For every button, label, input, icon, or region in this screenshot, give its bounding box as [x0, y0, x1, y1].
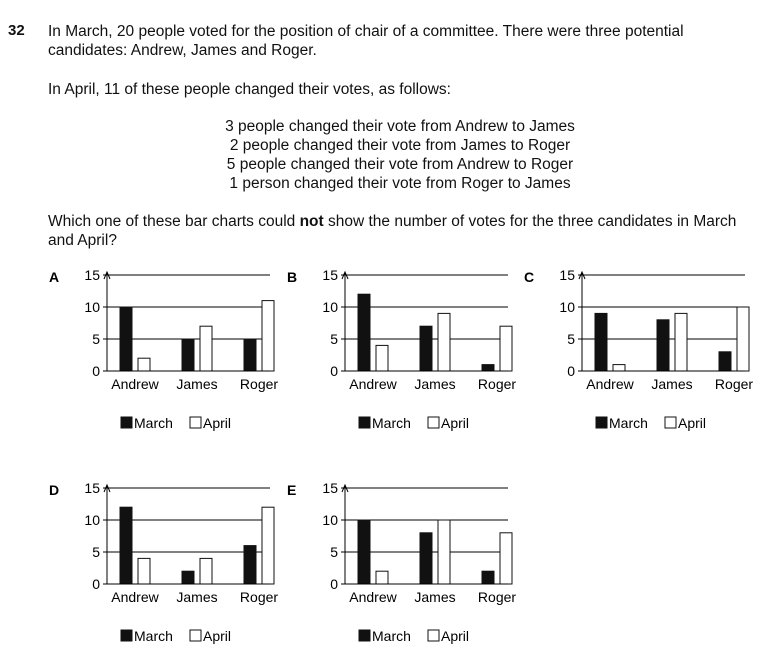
legend-swatch-april	[665, 417, 676, 428]
x-tick-label: Andrew	[349, 376, 397, 392]
y-tick-label: 10	[84, 512, 100, 528]
legend-swatch-april	[428, 630, 439, 641]
bar-march	[182, 571, 194, 584]
y-tick-label: 5	[92, 544, 100, 560]
bar-april	[613, 365, 625, 371]
y-tick-label: 15	[84, 267, 100, 283]
bar-april	[262, 301, 274, 371]
prompt-text-after: show the number of votes for the three candidates in March and April?	[48, 213, 737, 249]
y-tick-label: 10	[322, 512, 338, 528]
chart-option-d[interactable]	[45, 475, 279, 665]
april-intro: In April, 11 of these people changed their votes, as follows:	[48, 81, 451, 98]
bar-march	[482, 365, 494, 371]
y-tick-label: 0	[92, 363, 100, 379]
y-tick-label: 10	[322, 299, 338, 315]
x-tick-label: James	[176, 589, 218, 605]
bar-april	[200, 326, 212, 371]
vote-change-item: 1 person changed their vote from Roger to James	[229, 175, 571, 192]
y-tick-label: 0	[567, 363, 575, 379]
legend-swatch-april	[190, 417, 201, 428]
legend-swatch-march	[121, 630, 132, 641]
bar-april	[376, 571, 388, 584]
legend-label-march: March	[609, 415, 648, 431]
bar-april	[262, 507, 274, 584]
y-tick-label: 10	[84, 299, 100, 315]
bar-march	[120, 507, 132, 584]
chart-option-b[interactable]	[283, 262, 517, 452]
question-prompt	[48, 212, 748, 250]
bar-april	[138, 358, 150, 371]
legend-label-march: March	[134, 415, 173, 431]
bar-april	[438, 520, 450, 584]
y-tick-label: 5	[567, 331, 575, 347]
x-tick-label: James	[414, 589, 456, 605]
y-tick-label: 5	[330, 331, 338, 347]
legend-swatch-march	[596, 417, 607, 428]
legend-label-april: April	[203, 415, 232, 431]
bar-chart	[45, 475, 279, 665]
bar-april	[200, 558, 212, 584]
y-tick-label: 5	[92, 331, 100, 347]
x-tick-label: Roger	[477, 589, 517, 605]
y-tick-label: 15	[322, 480, 338, 496]
vote-changes-list	[200, 117, 600, 193]
y-tick-label: 0	[330, 576, 338, 592]
option-label: E	[287, 482, 297, 498]
y-tick-label: 10	[559, 299, 575, 315]
y-tick-label: 15	[322, 267, 338, 283]
x-tick-label: James	[414, 376, 456, 392]
bar-april	[500, 326, 512, 371]
chart-option-a[interactable]	[45, 262, 279, 452]
x-tick-label: Roger	[239, 376, 279, 392]
bar-march	[358, 294, 370, 371]
vote-change-item: 2 people changed their vote from James to Roger	[229, 137, 571, 154]
bar-chart	[283, 262, 517, 452]
legend-label-april: April	[203, 628, 232, 644]
bar-april	[500, 533, 512, 584]
bar-april	[438, 313, 450, 371]
x-tick-label: Roger	[477, 376, 517, 392]
legend-label-april: April	[441, 415, 470, 431]
legend-swatch-april	[428, 417, 439, 428]
legend-label-march: March	[372, 628, 411, 644]
bar-march	[244, 546, 256, 584]
bar-chart	[45, 262, 279, 452]
x-tick-label: Andrew	[349, 589, 397, 605]
bar-march	[420, 326, 432, 371]
y-tick-label: 15	[559, 267, 575, 283]
question-number: 32	[8, 22, 25, 39]
x-tick-label: James	[651, 376, 693, 392]
bar-april	[376, 345, 388, 371]
vote-change-item: 3 people changed their vote from Andrew to James	[225, 118, 575, 135]
option-label: A	[49, 269, 60, 285]
chart-option-e[interactable]	[283, 475, 517, 665]
bar-chart	[520, 262, 754, 452]
bar-april	[675, 313, 687, 371]
legend-swatch-march	[121, 417, 132, 428]
x-tick-label: Roger	[714, 376, 754, 392]
y-tick-label: 5	[330, 544, 338, 560]
bar-march	[595, 313, 607, 371]
legend-swatch-march	[359, 630, 370, 641]
y-tick-label: 15	[84, 480, 100, 496]
legend-label-april: April	[678, 415, 707, 431]
x-tick-label: Andrew	[586, 376, 634, 392]
legend-swatch-april	[190, 630, 201, 641]
bar-march	[182, 339, 194, 371]
x-tick-label: Andrew	[111, 589, 159, 605]
x-tick-label: Roger	[239, 589, 279, 605]
bar-march	[482, 571, 494, 584]
bar-march	[657, 320, 669, 371]
bar-april	[138, 558, 150, 584]
legend-label-april: April	[441, 628, 470, 644]
legend-label-march: March	[134, 628, 173, 644]
legend-label-march: March	[372, 415, 411, 431]
bar-march	[244, 339, 256, 371]
chart-option-c[interactable]	[520, 262, 754, 452]
option-label: C	[524, 269, 535, 285]
question-intro: In March, 20 people voted for the position of chair of a committee. There were three potential candidates: Andrew, James and Roger.	[48, 23, 684, 59]
vote-change-item: 5 people changed their vote from Andrew to Roger	[226, 156, 574, 173]
bar-march	[719, 352, 731, 371]
y-tick-label: 0	[92, 576, 100, 592]
y-tick-label: 0	[330, 363, 338, 379]
bar-march	[358, 520, 370, 584]
bar-march	[420, 533, 432, 584]
bar-april	[737, 307, 749, 371]
legend-swatch-march	[359, 417, 370, 428]
prompt-emphasis: not	[299, 213, 324, 230]
prompt-text-before: Which one of these bar charts could	[48, 213, 300, 230]
option-label: B	[287, 269, 298, 285]
x-tick-label: James	[176, 376, 218, 392]
option-label: D	[49, 482, 60, 498]
bar-chart	[283, 475, 517, 665]
bar-march	[120, 307, 132, 371]
x-tick-label: Andrew	[111, 376, 159, 392]
